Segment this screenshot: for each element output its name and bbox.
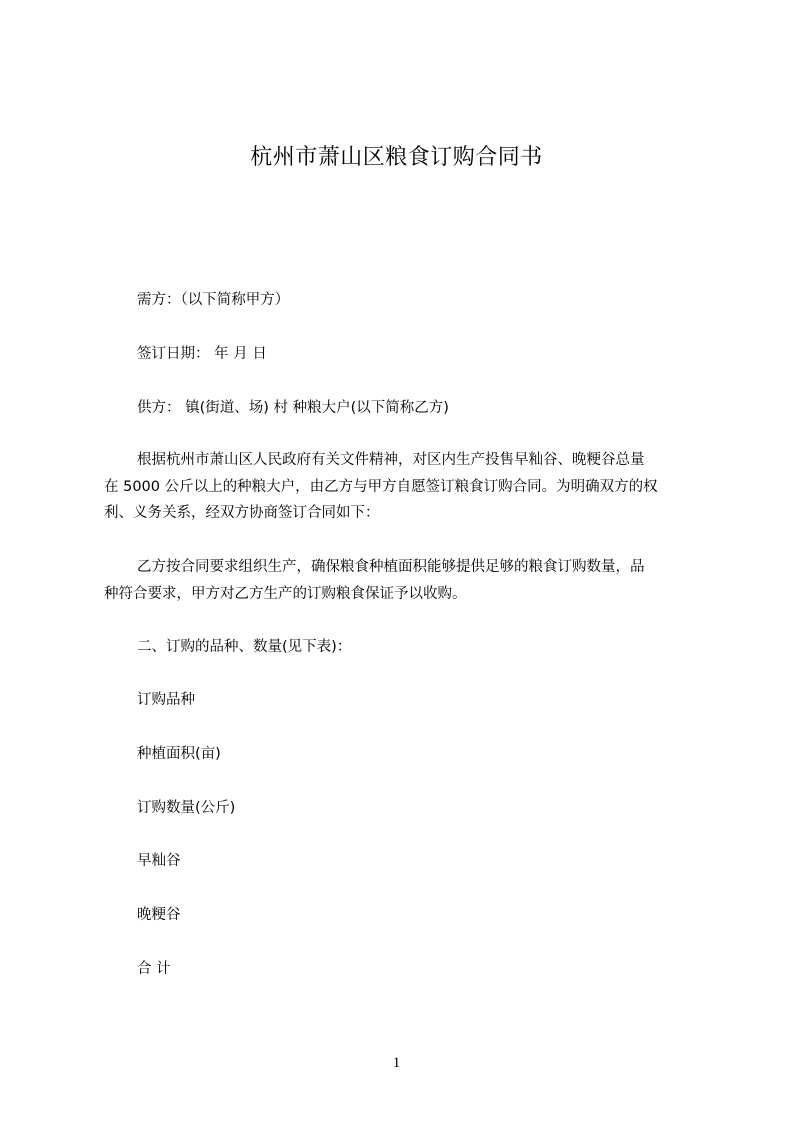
clause-one-line: 乙方按合同要求组织生产，确保粮食种植面积能够提供足够的粮食订购数量，品 bbox=[137, 559, 645, 575]
intro-line: 利、义务关系，经双方协商签订合同如下： bbox=[104, 505, 380, 521]
page-number: 1 bbox=[392, 1055, 401, 1071]
buyer-field: 需方：（以下简称甲方） bbox=[137, 292, 290, 308]
table-item-early-rice: 早籼谷 bbox=[137, 853, 181, 869]
table-item-late-rice: 晚粳谷 bbox=[137, 907, 181, 923]
document-title: 杭州市萧山区粮食订购合同书 bbox=[250, 145, 543, 170]
intro-paragraph bbox=[104, 447, 700, 527]
table-item-variety: 订购品种 bbox=[137, 692, 195, 708]
signing-date-field: 签订日期： 年 月 日 bbox=[137, 346, 267, 362]
clause-one-paragraph bbox=[104, 554, 700, 607]
supplier-field: 供方： 镇(街道、场) 村 种粮大户(以下简称乙方) bbox=[137, 400, 449, 416]
table-item-area: 种植面积(亩) bbox=[137, 746, 221, 762]
clause-one-line: 种符合要求，甲方对乙方生产的订购粮食保证予以收购。 bbox=[104, 585, 467, 602]
table-item-total: 合 计 bbox=[137, 961, 171, 977]
intro-line: 在 5000 公斤以上的种粮大户，由乙方与甲方自愿签订粮食订购合同。为明确双方的权 bbox=[104, 478, 658, 495]
table-item-quantity: 订购数量(公斤) bbox=[137, 800, 236, 816]
intro-line: 根据杭州市萧山区人民政府有关文件精神，对区内生产投售早籼谷、晚粳谷总量 bbox=[137, 452, 645, 468]
clause-two-heading: 二、订购的品种、数量(见下表)： bbox=[137, 639, 352, 655]
